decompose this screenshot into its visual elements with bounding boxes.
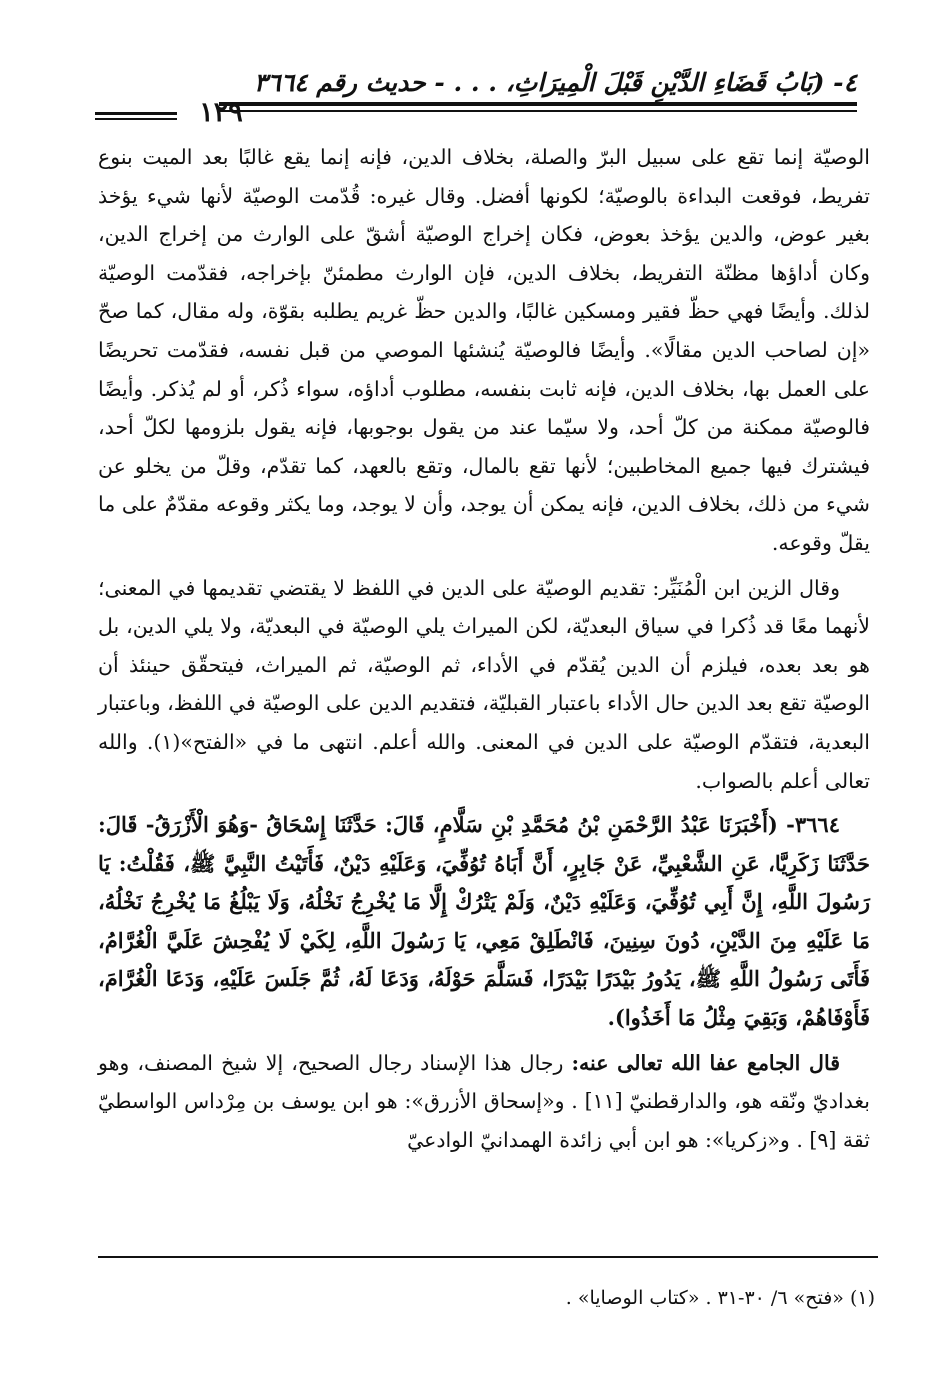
- hadith-text: ٣٦٦٤- (أَخْبَرَنَا عَبْدُ الرَّحْمَنِ بْنُ مُحَمَّدِ بْنِ سَلَّامٍ، قَالَ: حَدَّثَنَا إِسْحَاقُ -وَهُوَ الْأَزْرَقُ- قَالَ: حَدَّثَنَا زَكَرِيَّا، عَنِ الشَّعْبِيِّ، عَنْ جَابِرٍ، أَنَّ أَبَاهُ تُوُفِّيَ، وَعَلَيْهِ دَيْنٌ، فَأَتَيْتُ النَّبِيَّ ﷺ، فَقُلْتُ: يَا رَسُولَ اللَّهِ، إِنَّ أَبِي تُوُفِّيَ، وَعَلَيْهِ دَيْنٌ، وَلَمْ يَتْرُكْ إِلَّا مَا يُخْرِجُ نَخْلُهُ، وَلَا يَبْلُغُ مَا يُخْرِجُ نَخْلُهُ، مَا عَلَيْهِ مِنَ الدَّيْنِ، دُونَ سِنِينَ، فَانْطَلِقْ مَعِي، يَا رَسُولَ اللَّهِ، لِكَيْ لَا يُفْحِشَ عَلَيَّ الْغُرَّامُ، فَأَتَى رَسُولُ اللَّهِ ﷺ، يَدُورُ بَيْدَرًا بَيْدَرًا، فَسَلَّمَ حَوْلَهُ، وَدَعَا لَهُ، ثُمَّ جَلَسَ عَلَيْهِ، وَدَعَا الْغُرَّامَ، فَأَوْفَاهُمْ، وَبَقِيَ مِثْلُ مَا أَخَذُوا).: [98, 812, 870, 1031]
- header-rule-thick: [219, 102, 857, 106]
- jami-text: رجال هذا الإسناد رجال الصحيح، إلا شيخ المصنف، وهو بغداديّ ونّقه هو، والدارقطنيّ [١١] . و«إسحاق الأزرق»: هو ابن يوسف بن مِرْداس الواسطيّ ثقة [٩] . و«زكريا»: هو ابن أبي زائدة الهمدانيّ الوادعيّ: [98, 1050, 870, 1152]
- footnote: (١) «فتح» ٦/ ٣٠-٣١ . «كتاب الوصايا» .: [565, 1287, 875, 1309]
- commentary-paragraph: وقال الزين ابن الْمُنَيِّر: تقديم الوصيّة على الدين في اللفظ لا يقتضي تقديمها في المعنى؛ لأنهما معًا قد ذُكرا في سياق البعديّة، لكن الميراث يلي الوصيّة في البعديّة، ولا يلي الدين، بل هو بعد بعده، فيلزم أن الدين يُقدّم في الأداء، ثم الوصيّة، ثم الميراث، فيتحقّق حينئذ أن الوصيّة تقع بعد الدين حال الأداء باعتبار القبليّة، فتقديم الدين على الوصيّة في اللفظ، وباعتبار البعدية، فتقدّم الوصيّة على الدين في المعنى. والله أعلم. انتهى ما في «الفتح»(١). والله تعالى أعلم بالصواب.: [98, 575, 870, 793]
- header-rule-thin: [219, 110, 857, 112]
- commentary-paragraph: الوصيّة إنما تقع على سبيل البرّ والصلة، بخلاف الدين، فإنه إنما يقع غالبًا بعد الميت بنوع تفريط، فوقعت البداءة بالوصيّة؛ لكونها أفضل. وقال غيره: قُدّمت الوصيّة لأنها شيء يؤخذ بغير عوض، والدين يؤخذ بعوض، فكان إخراج الوصيّة أشقّ على الوارث من إخراج الدين، وكان أداؤها مظنّة التفريط، بخلاف الدين، فإن الوارث مطمئنّ بإخراجه، فقدّمت الوصيّة لذلك. وأيضًا فهي حظّ فقير ومسكين غالبًا، والدين حظّ غريم يطلبه بقوّة، وله مقال، كما صحّ «إن لصاحب الدين مقالًا». وأيضًا فالوصيّة يُنشئها الموصي من قبل نفسه، فقدّمت تحريضًا على العمل بها، بخلاف الدين، فإنه ثابت بنفسه، مطلوب أداؤه، سواء ذُكر، أو لم يُذكر. وأيضًا فالوصيّة ممكنة من كلّ أحد، ولا سيّما عند من يقول بوجوبها، فإنه يقول بلزومها لكلّ أحد، فيشترك فيها جميع المخاطبين؛ لأنها تقع بالمال، وتقع بالعهد، كما تقدّم، وقلّ من يخلو عن شيء من ذلك، بخلاف الدين، فإنه يمكن أن يوجد، وأن لا يوجد، وما يكثر وقوعه مقدّمٌ على ما يقلّ وقوعه.: [98, 145, 870, 555]
- jami-paragraph: [98, 1044, 870, 1160]
- page-header: [95, 62, 857, 130]
- page-number: ١٢٩: [199, 97, 243, 128]
- jami-label: قال الجامع عفا الله تعالى عنه:: [571, 1050, 841, 1075]
- page-number-rule-top: [95, 112, 177, 115]
- chapter-title: ٤- (بَابُ قَضَاءِ الدَّيْنِ قَبْلَ الْمِيرَاثِ، . . . - حديث رقم ٣٦٦٤: [253, 68, 857, 97]
- page-body: [98, 138, 870, 1165]
- footnote-separator: [98, 1256, 878, 1258]
- page-number-rule-bottom: [95, 118, 177, 120]
